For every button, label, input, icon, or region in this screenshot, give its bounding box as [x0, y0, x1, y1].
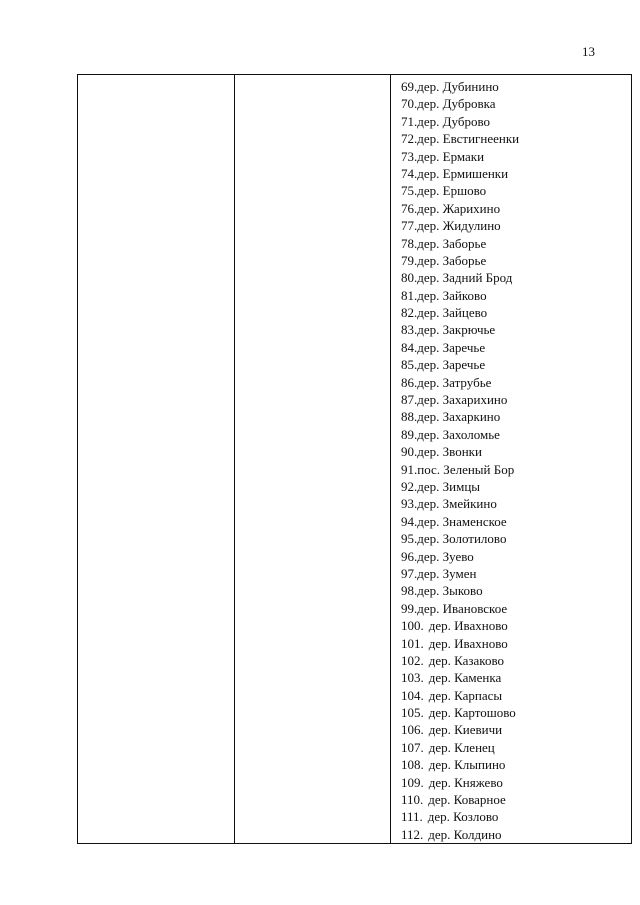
list-item — [401, 321, 631, 338]
entry-number: 74. — [401, 165, 418, 181]
entry-name: дер. Зайково — [417, 287, 487, 303]
list-item — [401, 565, 631, 582]
entry-number: 95. — [401, 531, 418, 547]
entry-number: 70. — [401, 96, 418, 112]
entry-number: 93. — [401, 496, 418, 512]
entry-name: дер. Захаркино — [417, 409, 501, 425]
entry-number: 94. — [401, 513, 418, 529]
entry-name: дер. Змейкино — [417, 496, 497, 512]
list-item — [401, 113, 631, 130]
entry-number: 86. — [401, 374, 418, 390]
settlement-list — [391, 75, 631, 843]
entry-number: 111. — [401, 809, 423, 825]
table-cell-col1 — [78, 75, 235, 844]
entry-number: 98. — [401, 583, 418, 599]
list-item — [401, 339, 631, 356]
entry-number: 112. — [401, 826, 424, 842]
list-item — [401, 148, 631, 165]
list-item — [401, 287, 631, 304]
entry-name: дер. Заборье — [417, 252, 487, 268]
entry-number: 104. — [401, 687, 424, 703]
entry-number: 88. — [401, 409, 418, 425]
list-item — [401, 739, 631, 756]
list-item — [401, 495, 631, 512]
entry-name: дер. Ершово — [417, 183, 487, 199]
entry-number: 101. — [401, 635, 424, 651]
entry-name: дер. Зимцы — [417, 478, 481, 494]
list-item — [401, 443, 631, 460]
list-item — [401, 774, 631, 791]
list-item — [401, 269, 631, 286]
table-cell-settlements — [391, 75, 632, 844]
entry-name: дер. Дуброво — [417, 113, 490, 129]
entry-number: 92. — [401, 478, 418, 494]
list-item — [401, 669, 631, 686]
list-item — [401, 252, 631, 269]
list-item — [401, 721, 631, 738]
entry-number: 82. — [401, 305, 418, 321]
entry-number: 106. — [401, 722, 424, 738]
list-item — [401, 391, 631, 408]
entry-number: 80. — [401, 270, 418, 286]
entry-number: 79. — [401, 252, 418, 268]
entry-number: 84. — [401, 339, 418, 355]
entry-number: 99. — [401, 600, 418, 616]
entry-name: дер. Дубинино — [417, 79, 499, 94]
entry-name: дер. Знаменское — [417, 513, 507, 529]
list-item — [401, 408, 631, 425]
entry-number: 77. — [401, 218, 418, 234]
list-item — [401, 582, 631, 599]
entry-name: дер. Клыпино — [428, 757, 506, 773]
entry-name: дер. Евстигнеенки — [417, 131, 520, 147]
entry-name: дер. Зайцево — [417, 305, 488, 321]
entry-name: дер. Каменка — [428, 670, 502, 686]
list-item — [401, 808, 631, 825]
list-item — [401, 652, 631, 669]
entry-name: пос. Зеленый Бор — [417, 461, 515, 477]
list-item — [401, 461, 631, 478]
list-item — [401, 635, 631, 652]
entry-number: 76. — [401, 200, 418, 216]
entry-number: 69. — [401, 79, 418, 94]
entry-name: дер. Картошово — [428, 705, 516, 721]
entry-number: 105. — [401, 705, 424, 721]
entry-number: 72. — [401, 131, 418, 147]
list-item — [401, 182, 631, 199]
entry-number: 83. — [401, 322, 418, 338]
entry-number: 91. — [401, 461, 418, 477]
list-item — [401, 704, 631, 721]
entry-name: дер. Карпасы — [428, 687, 503, 703]
entry-number: 97. — [401, 565, 418, 581]
entry-number: 89. — [401, 426, 418, 442]
entry-number: 107. — [401, 739, 424, 755]
entry-name: дер. Захарихино — [417, 392, 508, 408]
list-item — [401, 600, 631, 617]
entry-name: дер. Киевичи — [428, 722, 503, 738]
list-item — [401, 478, 631, 495]
entry-number: 102. — [401, 652, 424, 668]
entry-number: 100. — [401, 618, 424, 634]
table-cell-col2 — [235, 75, 391, 844]
list-item — [401, 304, 631, 321]
entry-name: дер. Коварное — [428, 792, 506, 808]
list-item — [401, 513, 631, 530]
list-item — [401, 617, 631, 634]
entry-number: 75. — [401, 183, 418, 199]
list-item — [401, 756, 631, 773]
entry-name: дер. Зумен — [417, 565, 477, 581]
list-item — [401, 78, 631, 95]
list-item — [401, 217, 631, 234]
entry-name: дер. Зуево — [417, 548, 474, 564]
entry-number: 85. — [401, 357, 418, 373]
entry-name: дер. Кленец — [428, 739, 495, 755]
entry-name: дер. Зыково — [417, 583, 483, 599]
entry-name: дер. Золотилово — [417, 531, 507, 547]
entry-name: дер. Заречье — [417, 339, 486, 355]
list-item — [401, 356, 631, 373]
list-item — [401, 374, 631, 391]
list-item — [401, 826, 631, 843]
entry-name: дер. Заречье — [417, 357, 486, 373]
page-number: 13 — [582, 44, 595, 59]
entry-name: дер. Захоломье — [417, 426, 500, 442]
list-item — [401, 791, 631, 808]
entry-number: 108. — [401, 757, 424, 773]
entry-name: дер. Затрубье — [417, 374, 492, 390]
entry-number: 103. — [401, 670, 424, 686]
entry-number: 81. — [401, 287, 418, 303]
entry-number: 73. — [401, 148, 418, 164]
entry-number: 78. — [401, 235, 418, 251]
list-item — [401, 548, 631, 565]
entry-number: 90. — [401, 444, 418, 460]
list-item — [401, 235, 631, 252]
entry-name: дер. Закрючье — [417, 322, 496, 338]
entry-name: дер. Жидулино — [417, 218, 501, 234]
entry-name: дер. Жарихино — [417, 200, 501, 216]
entry-name: дер. Козлово — [427, 809, 499, 825]
entry-number: 71. — [401, 113, 418, 129]
entry-name: дер. Ивахново — [428, 618, 508, 634]
entry-number: 109. — [401, 774, 424, 790]
list-item — [401, 130, 631, 147]
entry-name: дер. Задний Брод — [417, 270, 513, 286]
list-item — [401, 200, 631, 217]
list-item — [401, 687, 631, 704]
entry-name: дер. Ермишенки — [417, 165, 509, 181]
entry-name: дер. Заборье — [417, 235, 487, 251]
settlements-table — [77, 74, 632, 844]
entry-name: дер. Казаково — [428, 652, 505, 668]
entry-name: дер. Ивахново — [428, 635, 508, 651]
entry-name: дер. Княжево — [428, 774, 503, 790]
entry-number: 110. — [401, 792, 424, 808]
entry-number: 96. — [401, 548, 418, 564]
list-item — [401, 165, 631, 182]
entry-name: дер. Ермаки — [417, 148, 485, 164]
list-item — [401, 95, 631, 112]
list-item — [401, 530, 631, 547]
entry-name: дер. Колдино — [428, 826, 502, 842]
entry-number: 87. — [401, 392, 418, 408]
entry-name: дер. Ивановское — [417, 600, 508, 616]
table-row — [78, 75, 632, 844]
entry-name: дер. Звонки — [417, 444, 482, 460]
entry-name: дер. Дубровка — [417, 96, 496, 112]
list-item — [401, 426, 631, 443]
